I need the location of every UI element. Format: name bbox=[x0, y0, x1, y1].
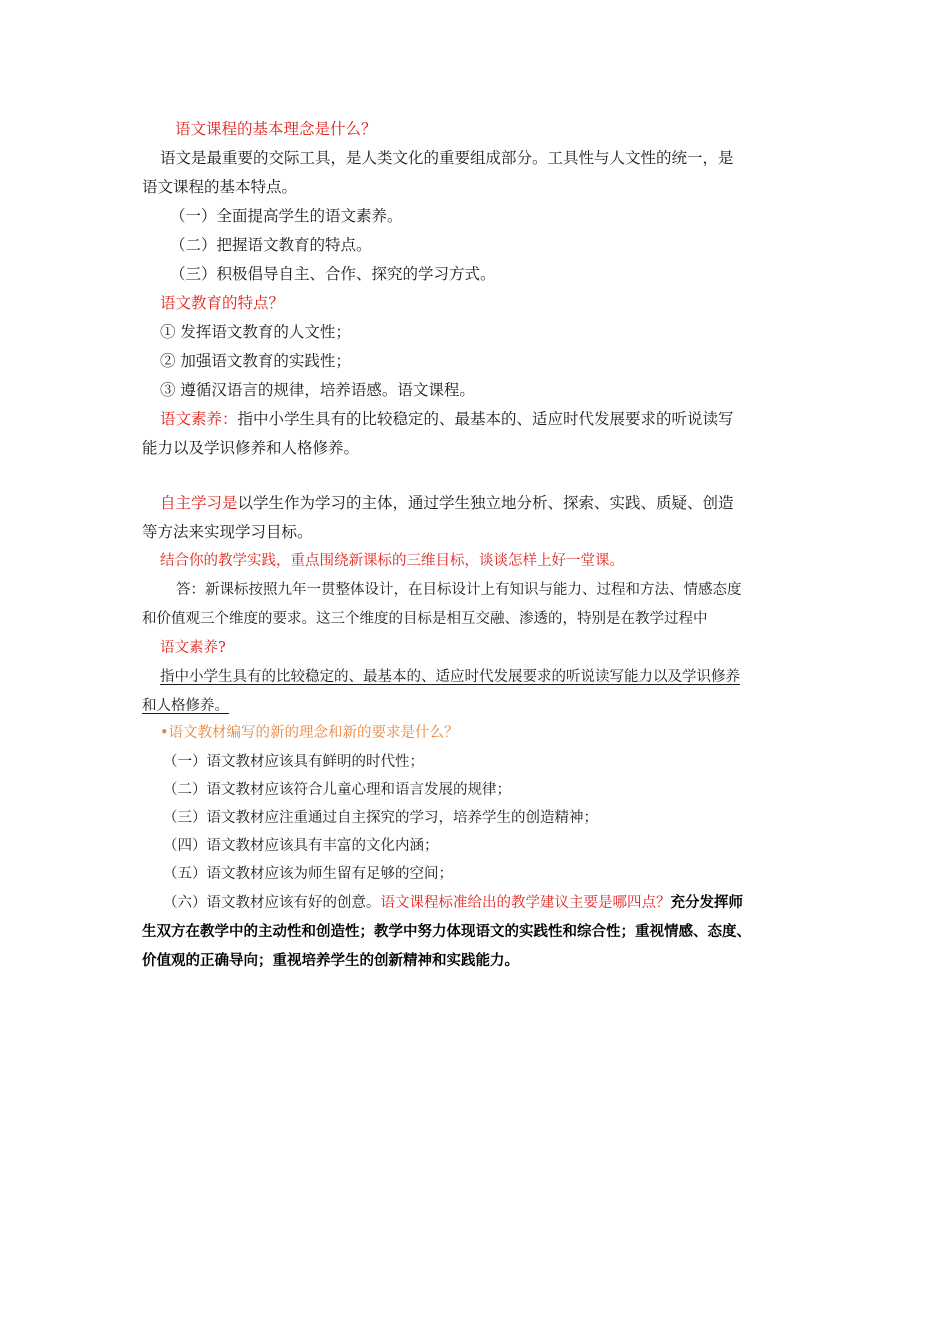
answer-line: 生双方在教学中的主动性和创造性；教学中努力体现语文的实践性和综合性；重视情感、态度、 bbox=[142, 923, 751, 940]
answer-text: 充分发挥师 bbox=[670, 894, 743, 911]
list-item: （三）语文教材应注重通过自主探究的学习，培养学生的创造精神； bbox=[163, 810, 598, 826]
underlined-definition: 和人格修养。 bbox=[142, 698, 229, 714]
list-item: ③ 遵循汉语言的规律，培养语感。语文课程。 bbox=[160, 381, 475, 399]
heading-textbook-requirements: •语文教材编写的新的理念和新的要求是什么？ bbox=[160, 725, 459, 741]
answer-line: 和价值观三个维度的要求。这三个维度的目标是相互交融、渗透的，特别是在教学过程中 bbox=[142, 611, 708, 627]
list-item: （六）语文教材应该有好的创意。 bbox=[163, 895, 381, 911]
definition-text: 指中小学生具有的比较稳定的、最基本的、适应时代发展要求的听说读写 bbox=[237, 410, 734, 428]
definition-line bbox=[160, 409, 734, 429]
heading-teaching-suggestions: 语文课程标准给出的教学建议主要是哪四点？ bbox=[380, 895, 671, 911]
list-item-with-question bbox=[163, 893, 743, 913]
list-item: ① 发挥语文教育的人文性； bbox=[160, 323, 351, 341]
list-item: （四）语文教材应该具有丰富的文化内涵； bbox=[163, 838, 439, 854]
answer-line: 答：新课标按照九年一贯整体设计，在目标设计上有知识与能力、过程和方法、情感态度 bbox=[176, 582, 742, 598]
term-literacy: 语文素养： bbox=[160, 410, 238, 428]
heading-literacy-question: 语文素养? bbox=[160, 640, 226, 656]
paragraph-line: 能力以及学识修养和人格修养。 bbox=[142, 439, 360, 457]
underlined-definition: 指中小学生具有的比较稳定的、最基本的、适应时代发展要求的听说读写能力以及学识修养 bbox=[160, 669, 740, 685]
heading-three-dimension-goals: 结合你的教学实践，重点围绕新课标的三维目标，谈谈怎样上好一堂课。 bbox=[160, 553, 624, 569]
answer-line: 价值观的正确导向；重视培养学生的创新精神和实践能力。 bbox=[142, 952, 519, 969]
heading-course-philosophy: 语文课程的基本理念是什么？ bbox=[175, 120, 377, 138]
list-item: （二）把握语文教育的特点。 bbox=[170, 236, 372, 254]
term-autonomous-learning: 自主学习是 bbox=[160, 494, 238, 512]
list-item: （五）语文教材应该为师生留有足够的空间； bbox=[163, 866, 453, 882]
definition-line bbox=[160, 493, 734, 513]
list-item: （三）积极倡导自主、合作、探究的学习方式。 bbox=[170, 265, 496, 283]
list-item: （一）语文教材应该具有鲜明的时代性； bbox=[163, 754, 424, 770]
paragraph-line: 语文课程的基本特点。 bbox=[142, 178, 298, 196]
list-item: （一）全面提高学生的语文素养。 bbox=[170, 207, 403, 225]
definition-text: 以学生作为学习的主体，通过学生独立地分析、探索、实践、质疑、创造 bbox=[237, 494, 734, 512]
heading-education-features: 语文教育的特点？ bbox=[160, 294, 285, 312]
list-item: ② 加强语文教育的实践性； bbox=[160, 352, 351, 370]
paragraph-line: 等方法来实现学习目标。 bbox=[142, 523, 313, 541]
paragraph-line: 语文是最重要的交际工具，是人类文化的重要组成部分。工具性与人文性的统一，是 bbox=[160, 149, 734, 167]
list-item: （二）语文教材应该符合儿童心理和语言发展的规律； bbox=[163, 782, 511, 798]
